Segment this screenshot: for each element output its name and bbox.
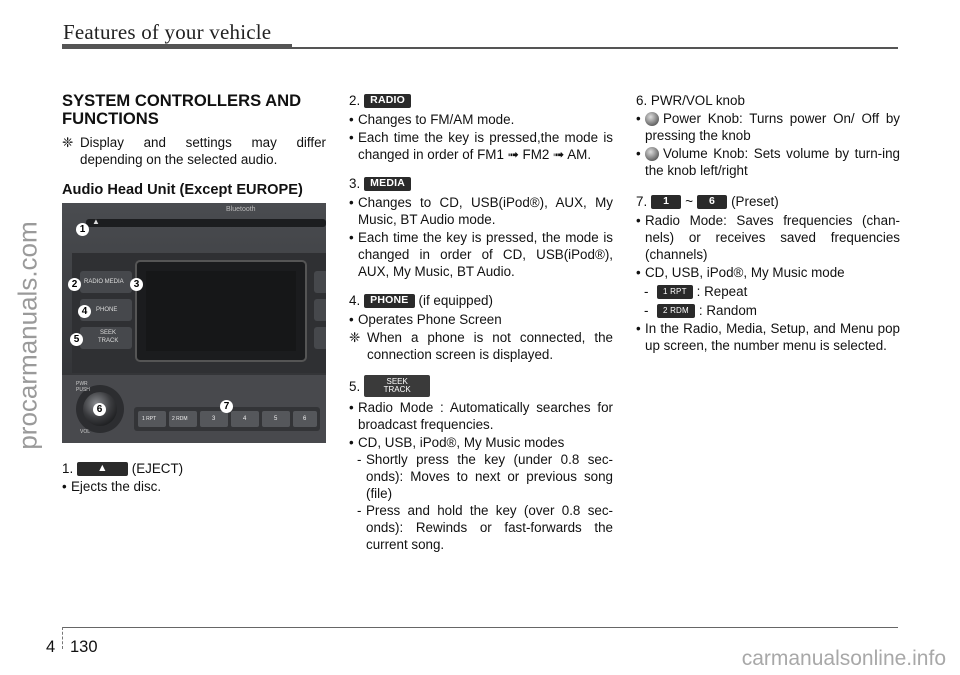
- list-item: • Radio Mode: Saves frequencies (chan-nels) or receives saved frequencies (channels): [636, 213, 900, 262]
- radio-key-icon: RADIO: [364, 94, 411, 108]
- bluetooth-label: Bluetooth: [226, 206, 256, 213]
- preset-1-key-icon: 1: [651, 195, 681, 209]
- preset-button-3[interactable]: 3: [212, 416, 216, 422]
- head-unit-photo: [62, 203, 326, 443]
- section-title: SYSTEM CONTROLLERS AND FUNCTIONS: [62, 91, 302, 128]
- item-5-heading: [349, 375, 613, 397]
- callout-marker-6: 6: [93, 403, 106, 416]
- bullet-text: CD, USB, iPod®, My Music modes: [358, 435, 565, 450]
- column-1: [62, 92, 326, 207]
- list-item: • CD, USB, iPod®, My Music mode: [636, 265, 845, 280]
- subsection-title: Audio Head Unit (Except EUROPE): [62, 182, 303, 198]
- preset-button-6[interactable]: 6: [303, 416, 307, 422]
- phone-key-icon: PHONE: [364, 294, 414, 308]
- note-text: Display and settings may differ depending on the selected audio.: [80, 135, 326, 167]
- preset-button-1[interactable]: 1 RPT: [142, 416, 157, 422]
- page-number: 130: [70, 638, 98, 656]
- radio-media-button[interactable]: RADIO MEDIA: [84, 279, 124, 285]
- random-text: : Random: [698, 303, 757, 318]
- list-item: • Power Knob: Turns power On/ Off by pressing the knob: [636, 111, 900, 143]
- seek-track-key-icon: [364, 375, 430, 397]
- page-header-title: Features of your vehicle: [63, 20, 272, 44]
- item-7-heading: [636, 193, 900, 210]
- seek-key-top: SEEK: [386, 377, 408, 386]
- item-6-title: 6. PWR/VOL knob: [636, 93, 745, 108]
- phone-button[interactable]: PHONE: [96, 307, 118, 313]
- range-tilde: ~: [685, 194, 694, 209]
- footer-rule: [62, 627, 898, 628]
- callout-marker-3: 3: [130, 278, 143, 291]
- bullet-text: In the Radio, Media, Setup, and Menu pop up screen, the number menu is selected.: [645, 321, 900, 353]
- eject-key-icon: ▲: [77, 462, 128, 476]
- item-1-heading: [62, 460, 326, 477]
- callout-marker-7: 7: [220, 400, 233, 413]
- random-key-icon: 2 RDM: [657, 304, 695, 318]
- eject-icon: ▲: [92, 217, 100, 226]
- bottom-watermark: carmanualsonline.info: [741, 647, 946, 670]
- chapter-number: 4: [46, 638, 56, 656]
- item-1-text: (EJECT): [131, 461, 184, 476]
- note-text: When a phone is not connected, the connection screen is displayed.: [367, 330, 613, 362]
- bullet-text: Radio Mode : Automatically searches for broadcast frequencies.: [358, 400, 613, 432]
- repeat-key-icon: 1 RPT: [657, 285, 693, 299]
- list-item: • In the Radio, Media, Setup, and Menu pop up screen, the number menu is selected.: [636, 321, 900, 353]
- list-item: • Each time the key is pressed, the mode is changed in order of CD, USB(iPod®), AUX, My Music, BT Audio.: [349, 230, 613, 279]
- dash-text: Shortly press the key (under 0.8 sec-onds): Moves to next or previous song (file): [366, 452, 613, 501]
- preset-6-key-icon: 6: [697, 195, 727, 209]
- list-item: • Changes to FM/AM mode.: [349, 112, 515, 127]
- item-number: 4.: [349, 293, 361, 308]
- item-2-heading: [349, 92, 613, 109]
- knob-label-vol: VOL: [80, 429, 91, 435]
- list-item: • Operates Phone Screen: [349, 312, 502, 327]
- list-item: • CD, USB, iPod®, My Music modes: [349, 435, 565, 450]
- note-marker-icon: ❈: [62, 135, 74, 150]
- dash-text: Press and hold the key (over 0.8 sec-onds): Rewinds or fast-forwards the current song.: [366, 503, 613, 552]
- list-item: - Shortly press the key (under 0.8 sec-onds): Moves to next or previous song (file): [357, 452, 613, 501]
- bullet-text: Changes to FM/AM mode.: [358, 112, 515, 127]
- item-4-heading: [349, 292, 613, 309]
- callout-marker-2: 2: [68, 278, 81, 291]
- note: [349, 329, 613, 363]
- callout-marker-4: 4: [78, 305, 91, 318]
- list-item: • Volume Knob: Sets volume by turn-ing the knob left/right: [636, 146, 900, 178]
- preset-button-4[interactable]: 4: [243, 416, 247, 422]
- list-item: - 2 RDM : Random: [644, 303, 757, 318]
- bullet-text: CD, USB, iPod®, My Music mode: [645, 265, 845, 280]
- column-1-lower: [62, 460, 326, 495]
- seek-key-bottom: TRACK: [383, 385, 411, 394]
- bullet-text: Each time the key is pressed, the mode is changed in order of CD, USB(iPod®), AUX, My Music, BT Audio.: [358, 230, 613, 279]
- item-4-suffix: (if equipped): [418, 293, 493, 308]
- knob-label-push: PUSH: [76, 387, 90, 393]
- list-item: - Press and hold the key (over 0.8 sec-onds): Rewinds or fast-forwards the current song.: [357, 503, 613, 552]
- bullet-text: Changes to CD, USB(iPod®), AUX, My Music, BT Audio mode.: [358, 195, 613, 227]
- item-7-suffix: (Preset): [731, 194, 779, 209]
- column-3: [636, 92, 900, 354]
- repeat-text: : Repeat: [696, 284, 748, 299]
- item-3-heading: [349, 175, 613, 192]
- item-number: 3.: [349, 176, 361, 191]
- bullet-text: Volume Knob: Sets volume by turn-ing the knob left/right: [645, 146, 900, 178]
- list-item: - 1 RPT : Repeat: [644, 284, 748, 299]
- list-item: • Ejects the disc.: [62, 479, 162, 494]
- header-rule-thin: [292, 47, 898, 49]
- note-marker-icon: ❈: [349, 330, 361, 345]
- track-button-label[interactable]: TRACK: [98, 338, 119, 344]
- media-key-icon: MEDIA: [364, 177, 411, 191]
- callout-marker-1: 1: [76, 223, 89, 236]
- item-number: 7.: [636, 194, 648, 209]
- side-watermark: procarmanuals.com: [12, 221, 43, 450]
- knob-icon: [645, 147, 659, 161]
- bullet-text: Each time the key is pressed,the mode is changed in order of FM1 ➟ FM2 ➟ AM.: [358, 130, 613, 162]
- knob-label-pwr: PWR: [76, 381, 88, 387]
- preset-button-2[interactable]: 2 RDM: [172, 416, 188, 422]
- item-number: 5.: [349, 378, 361, 394]
- seek-button-label[interactable]: SEEK: [100, 330, 117, 336]
- item-number: 1.: [62, 461, 74, 476]
- bullet-text: Power Knob: Turns power On/ Off by pressing the knob: [645, 111, 900, 143]
- note: [62, 134, 326, 168]
- bullet-text: Radio Mode: Saves frequencies (chan-nels) or receives saved frequencies (channels): [645, 213, 900, 262]
- callout-marker-5: 5: [70, 333, 83, 346]
- footer-divider: [62, 627, 64, 649]
- bullet-text: Operates Phone Screen: [358, 312, 502, 327]
- list-item: • Changes to CD, USB(iPod®), AUX, My Music, BT Audio mode.: [349, 195, 613, 227]
- list-item: • Each time the key is pressed,the mode is changed in order of FM1 ➟ FM2 ➟ AM.: [349, 130, 613, 162]
- item-number: 2.: [349, 93, 361, 108]
- list-item: • Radio Mode : Automatically searches for broadcast frequencies.: [349, 400, 613, 432]
- column-2: [349, 92, 613, 553]
- header-rule: [62, 44, 292, 49]
- bullet-text: Ejects the disc.: [71, 479, 162, 494]
- preset-button-5[interactable]: 5: [274, 416, 278, 422]
- knob-icon: [645, 112, 659, 126]
